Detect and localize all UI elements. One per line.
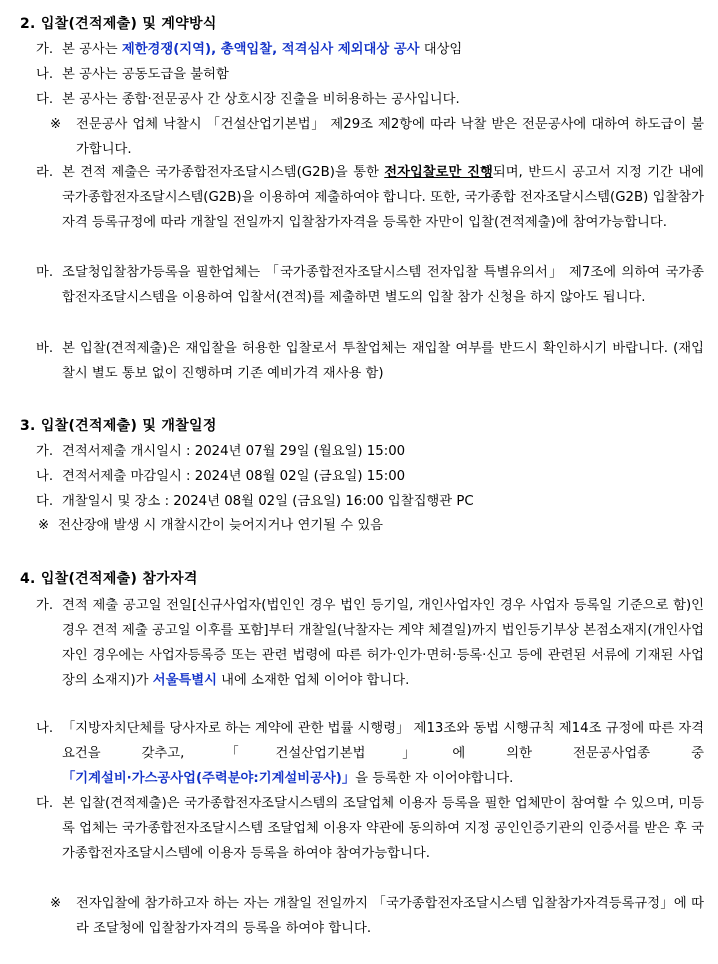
item-label: 나. [36, 67, 54, 82]
section-2-item-ga [36, 37, 704, 62]
item-text: 본 공사는 공동도급을 불허함 [62, 67, 229, 82]
section-4-note [50, 891, 704, 941]
section-2-item-ba [36, 336, 704, 386]
section-2-item-ma [36, 260, 704, 310]
item-text: 되며, 반드시 공고서 지정 기간 내에 국가종합전자조달시스템(G2B)을 이용하여 제출하여야 합니다. 또한, 국가종합 전자조달시스템(G2B) 입찰참가자격 등록규정에 따라 개찰일 전일까지 입찰참가자격을 등록한 자만이 입찰(견적제출)에 참여가능합니다. [62, 165, 705, 230]
note-mark: ※ [38, 518, 50, 533]
section-3-item-da [36, 489, 704, 514]
section-2-title: 2. 입찰(견적제출) 및 계약방식 [20, 16, 217, 32]
item-text: 을 등록한 자 이어야합니다. [355, 771, 514, 786]
note-text: 전문공사 업체 낙찰시 「건설산업기본법」 제29조 제2항에 따라 낙찰 받은 전문공사에 대하여 하도급이 불가합니다. [76, 117, 704, 157]
item-text: 본 공사는 종합·전문공사 간 상호시장 진출을 비허용하는 공사입니다. [62, 92, 460, 107]
opening-datetime-place: 개찰일시 및 장소 : 2024년 08월 02일 (금요일) 16:00 입찰집행관 PC [62, 494, 474, 509]
section-2-item-da [36, 87, 704, 112]
item-label: 가. [36, 598, 54, 613]
item-label: 나. [36, 469, 54, 484]
section-4-item-ga [36, 593, 704, 693]
section-2-item-ra [36, 160, 704, 235]
item-label: 마. [36, 265, 54, 280]
note-text: 전자입찰에 참가하고자 하는 자는 개찰일 전일까지 「국가종합전자조달시스템 입찰참가자격등록규정」에 따라 조달청에 입찰참가자격의 등록을 하여야 합니다. [76, 896, 704, 936]
item-text: 본 입찰(견적제출)은 재입찰을 허용한 입찰로서 투찰업체는 재입찰 여부를 반드시 확인하시기 바랍니다. (재입찰시 별도 통보 없이 진행하며 기존 예비가격 재사용 함) [62, 341, 704, 381]
item-text: 본 입찰(견적제출)은 국가종합전자조달시스템의 조달업체 이용자 등록을 필한 업체만이 참여할 수 있으며, 미등록 업체는 국가종합전자조달시스템 조달업체 이용자 약관에 동의하여 지정 공인인증기관의 인증서를 받은 후 국가종합전자조달시스템에 이용자 등록을 하여야 참여가능합니다. [62, 796, 704, 861]
item-label: 다. [36, 494, 54, 509]
item-text: 본 공사는 [62, 42, 122, 57]
item-label: 가. [36, 42, 54, 57]
item-text: 대상임 [419, 42, 463, 57]
section-3-item-ga [36, 439, 704, 464]
section-3-item-na [36, 464, 704, 489]
item-label: 바. [36, 341, 54, 356]
section-3-title: 3. 입찰(견적제출) 및 개찰일정 [20, 418, 217, 434]
section-2-item-na [36, 62, 704, 87]
electronic-bid-emphasis: 전자입찰로만 진행 [384, 165, 493, 180]
section-4-item-da [36, 791, 704, 866]
item-text: 조달청입찰참가등록을 필한업체는 「국가종합전자조달시스템 전자입찰 특별유의서」 제7조에 의하여 국가종합전자조달시스템을 이용하여 입찰서(견적)를 제출하면 별도의 입찰 참가 신청을 하지 않아도 됩니다. [62, 265, 704, 305]
item-text: 「지방자치단체를 당사자로 하는 계약에 관한 법률 시행령」 제13조와 동법 시행규칙 제14조 규정에 따른 자격요건을 갖추고, 「건설산업기본법」에 의한 전문공사업종 중 [62, 721, 705, 761]
note-text: 전산장애 발생 시 개찰시간이 늦어지거나 연기될 수 있음 [58, 518, 384, 533]
note-mark: ※ [50, 117, 62, 132]
region-highlight: 서울특별시 [152, 673, 217, 688]
item-label: 나. [36, 721, 54, 736]
item-text: 견적 제출 공고일 전일[신규사업자(법인인 경우 법인 등기일, 개인사업자인 경우 사업자 등록일 기준으로 함)인 경우 견적 제출 공고일 이후를 포함]부터 개찰일(낙찰자는 계약 체결일)까지 법인등기부상 본점소재지(개인사업자인 경우에는 사업자등록증 또는 관련 법령에 따른 허가·인가·면허·등록·신고 등에 관련된 서류에 기재된 사업장의 소재지)가 [62, 598, 704, 688]
section-2-note [50, 112, 704, 162]
item-label: 다. [36, 92, 54, 107]
section-4-item-na [36, 716, 704, 791]
item-label: 라. [36, 165, 54, 180]
bid-open-datetime: 견적서제출 개시일시 : 2024년 07월 29일 (월요일) 15:00 [62, 444, 406, 459]
item-text: 내에 소재한 업체 이어야 합니다. [216, 673, 410, 688]
section-4-title: 4. 입찰(견적제출) 참가자격 [20, 571, 198, 587]
contract-type-highlight: 제한경쟁(지역), 총액입찰, 적격심사 제외대상 공사 [121, 42, 420, 57]
item-text: 본 견적 제출은 국가종합전자조달시스템(G2B)을 통한 [62, 165, 385, 180]
section-3-note [38, 513, 704, 538]
note-mark: ※ [50, 896, 62, 911]
item-label: 다. [36, 796, 54, 811]
bid-close-datetime: 견적서제출 마감일시 : 2024년 08월 02일 (금요일) 15:00 [62, 469, 406, 484]
license-highlight: 「기계설비·가스공사업(주력분야:기계설비공사)」 [62, 771, 356, 786]
item-label: 가. [36, 444, 54, 459]
